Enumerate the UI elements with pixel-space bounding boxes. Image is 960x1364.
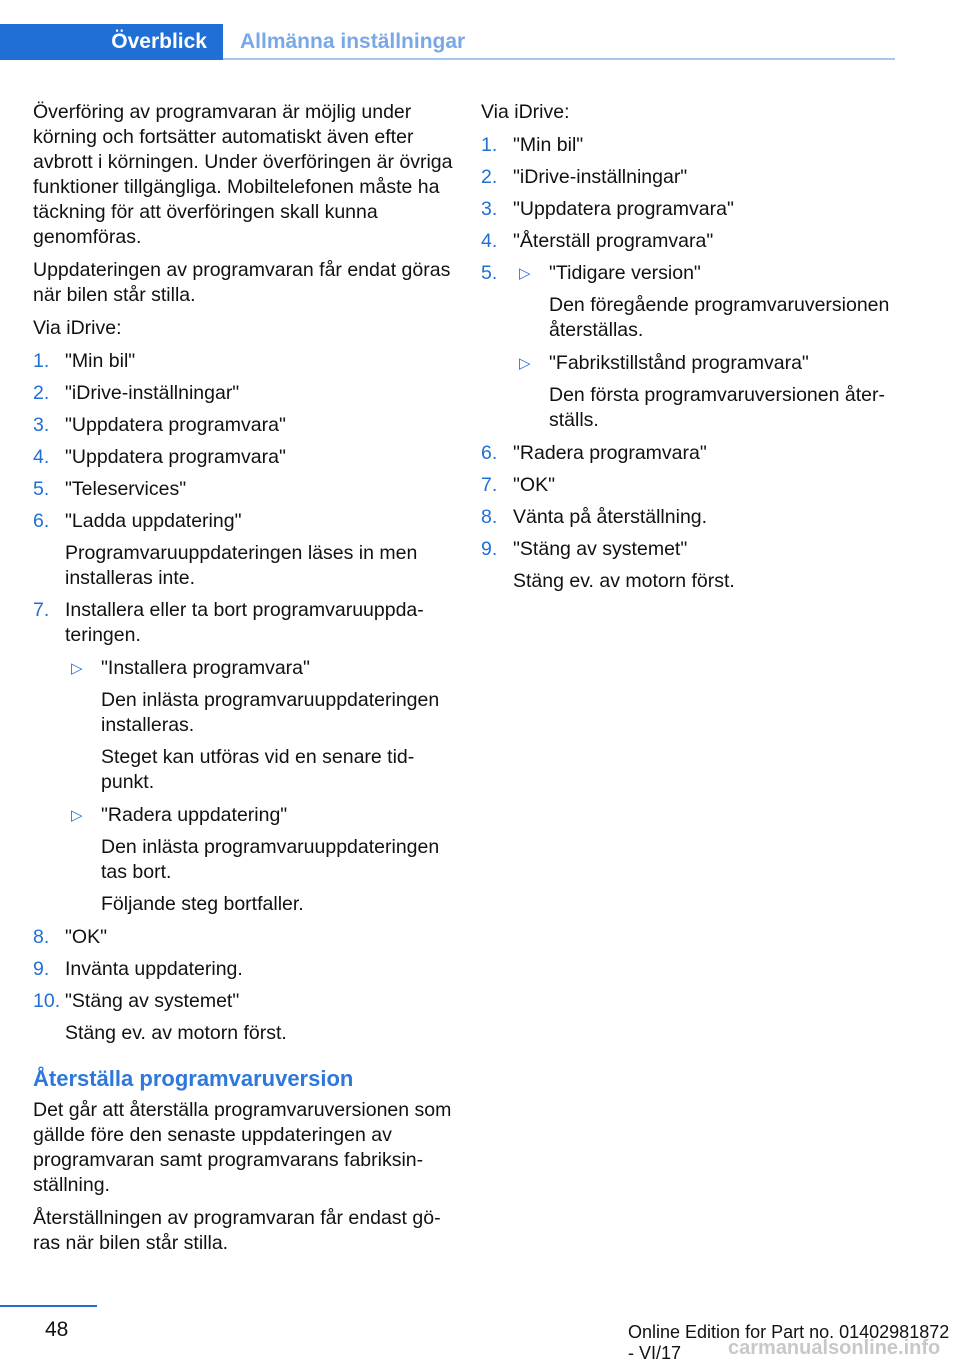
page-number: 48 bbox=[45, 1318, 69, 1341]
outro-paragraph-1: Det går att återställa programvaruversionen som gällde före den senaste uppdateringen av programvaran samt programvarans fabriksinställning. bbox=[33, 1099, 452, 1196]
update-steps-list bbox=[33, 349, 453, 1046]
footer-rule bbox=[0, 1305, 97, 1307]
list-item: 7. Installera eller ta bort programvaruuppdateringen. ▷ "Installera programvara" Den inlästa programvaruuppdateringen installeras. Steget kan utföras vid en senare tidpunkt. ▷ "Radera uppdatering" Den inlästa programvaruuppdateringen tas bort. Följande steg bortfaller. bbox=[33, 598, 453, 917]
list-item: 4. "Återställ programvara" bbox=[481, 230, 714, 252]
intro-paragraph-2: Uppdateringen av programvaran får endat göras när bilen står stilla. bbox=[33, 259, 451, 306]
via-idrive-label: Via iDrive: bbox=[481, 101, 570, 123]
via-idrive-label: Via iDrive: bbox=[33, 317, 122, 339]
list-item: 3. "Uppdatera programvara" bbox=[481, 198, 734, 220]
tab-general-settings[interactable]: Allmänna inställningar bbox=[240, 30, 466, 53]
triangle-bullet-icon: ▷ bbox=[519, 355, 531, 372]
list-item: 1. "Min bil" bbox=[481, 134, 584, 156]
list-item: 2. "iDrive-inställningar" bbox=[33, 382, 240, 404]
list-item: 3. "Uppdatera programvara" bbox=[33, 414, 286, 436]
intro-paragraph-1: Överföring av programvaran är möjlig under körning och fortsätter automatiskt även efter avbrott i körningen. Under överföringen är övriga funktioner tillgängliga. Mobiltelefonen måste ha täckning för att överföringen skall kunna genomföras. bbox=[33, 101, 453, 248]
list-item: 4. "Uppdatera programvara" bbox=[33, 446, 286, 468]
list-item: 5. "Teleservices" bbox=[33, 478, 187, 500]
left-column bbox=[33, 100, 453, 1264]
right-column bbox=[481, 100, 901, 601]
list-item: 9. "Stäng av systemet" Stäng ev. av motorn först. bbox=[481, 538, 735, 592]
bullet-item: ▷ "Tidigare version" Den föregående programvaruversionen återställas. bbox=[519, 262, 890, 341]
triangle-bullet-icon: ▷ bbox=[71, 807, 83, 824]
outro-paragraph-2: Återställningen av programvaran får endast göras när bilen står stilla. bbox=[33, 1207, 441, 1254]
bullet-item: ▷ "Installera programvara" Den inlästa programvaruuppdateringen installeras. Steget kan utföras vid en senare tidpunkt. bbox=[71, 657, 440, 793]
list-item: 5. ▷ "Tidigare version" Den föregående programvaruversionen återställas. ▷ "Fabrikstillstånd programvara" Den första programvaruversionen återställs. bbox=[481, 261, 901, 433]
list-item: 10. "Stäng av systemet" Stäng ev. av motorn först. bbox=[33, 990, 287, 1044]
list-item: 6. "Ladda uppdatering" Programvaruuppdateringen läses in men installeras inte. bbox=[33, 510, 418, 589]
section-heading: Återställa programvaruversion bbox=[33, 1066, 354, 1091]
restore-steps-list bbox=[481, 133, 901, 594]
list-item: 2. "iDrive-inställningar" bbox=[481, 166, 688, 188]
list-item: 7. "OK" bbox=[481, 474, 556, 496]
header-tabbar bbox=[0, 24, 895, 60]
triangle-bullet-icon: ▷ bbox=[71, 660, 83, 677]
list-item: 6. "Radera programvara" bbox=[481, 442, 707, 464]
tab-divider bbox=[223, 58, 895, 60]
watermark: carmanualsonline.info bbox=[728, 1337, 941, 1359]
edition-label: Online Edition for Part no. 01402981872 - VI/17 bbox=[628, 1322, 950, 1363]
tab-overview[interactable]: Överblick bbox=[0, 24, 223, 60]
list-item: 1. "Min bil" bbox=[33, 350, 136, 372]
list-item: 9. Invänta uppdatering. bbox=[33, 958, 243, 980]
bullet-item: ▷ "Radera uppdatering" Den inlästa programvaruuppdateringen tas bort. Följande steg bortfaller. bbox=[71, 804, 440, 915]
bullet-item: ▷ "Fabrikstillstånd programvara" Den första programvaruversionen återställs. bbox=[519, 352, 885, 431]
list-item: 8. "OK" bbox=[33, 926, 108, 948]
list-item: 8. Vänta på återställning. bbox=[481, 506, 708, 528]
triangle-bullet-icon: ▷ bbox=[519, 265, 531, 282]
